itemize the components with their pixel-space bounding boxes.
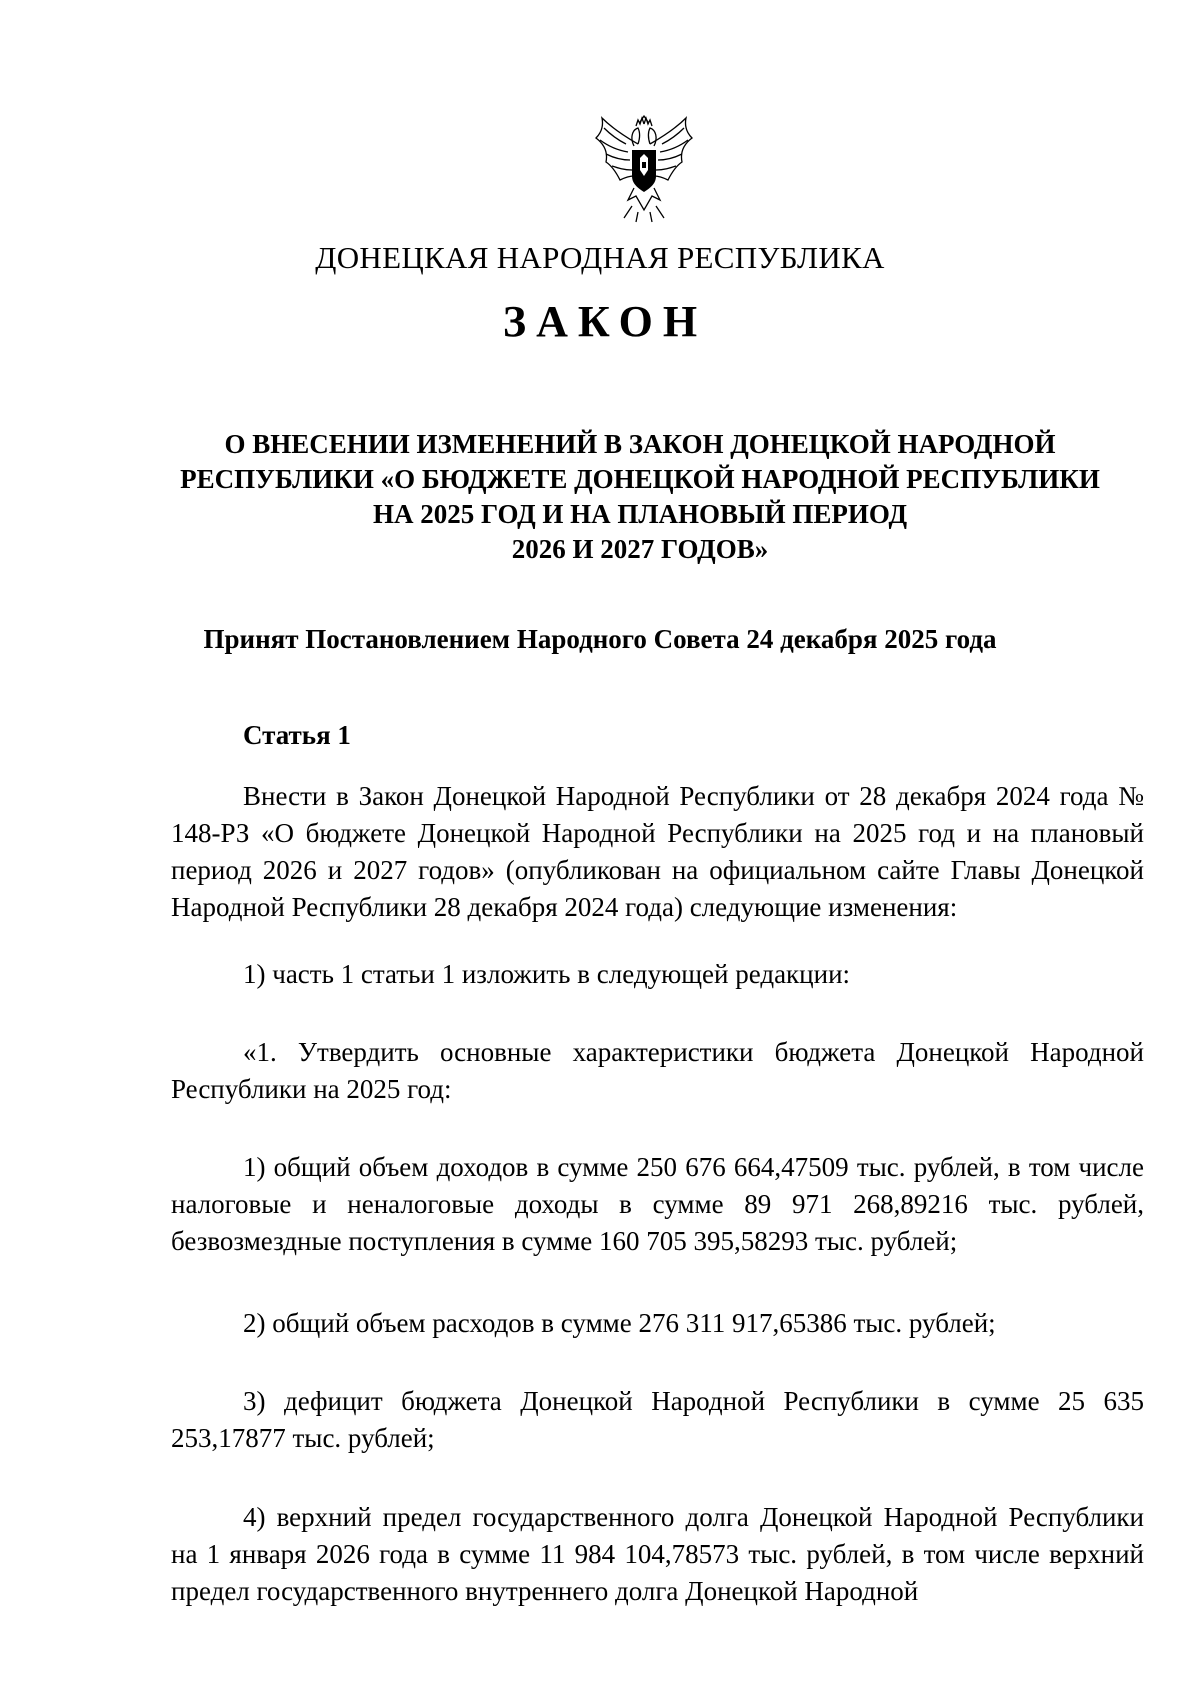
paragraph-deficit: 3) дефицит бюджета Донецкой Народной Республики в сумме 25 635 253,17877 тыс. рублей; bbox=[171, 1386, 1144, 1453]
republic-name: ДОНЕЦКАЯ НАРОДНАЯ РЕСПУБЛИКА bbox=[315, 240, 885, 275]
law-title-line: РЕСПУБЛИКИ «О БЮДЖЕТЕ ДОНЕЦКОЙ НАРОДНОЙ РЕСПУБЛИКИ bbox=[180, 464, 1100, 494]
law-title-line: 2026 И 2027 ГОДОВ» bbox=[511, 534, 769, 564]
law-title bbox=[160, 427, 1120, 567]
paragraph-quote-start: «1. Утвердить основные характеристики бюджета Донецкой Народной Республики на 2025 год: bbox=[171, 1037, 1144, 1104]
document-type: ЗАКОН bbox=[502, 297, 708, 346]
paragraph-debt-limit: 4) верхний предел государственного долга Донецкой Народной Республики на 1 января 2026 года в сумме 11 984 104,78573 тыс. рублей, в том числе верхний предел государственного внутреннего долга Донецкой Народной bbox=[171, 1502, 1144, 1606]
law-title-line: НА 2025 ГОД И НА ПЛАНОВЫЙ ПЕРИОД bbox=[372, 499, 908, 529]
paragraph-item-1: 1) часть 1 статьи 1 изложить в следующей редакции: bbox=[243, 959, 851, 989]
adoption-note: Принят Постановлением Народного Совета 24 декабря 2025 года bbox=[203, 624, 997, 654]
article-heading: Статья 1 bbox=[243, 720, 351, 750]
coat-of-arms-icon bbox=[594, 114, 694, 226]
paragraph-intro: Внести в Закон Донецкой Народной Республики от 28 декабря 2024 года № 148-РЗ «О бюджете Донецкой Народной Республики на 2025 год и на плановый период 2026 и 2027 годов» (опубликован на официальном сайте Главы Донецкой Народной Республики 28 декабря 2024 года) следующие изменения: bbox=[171, 781, 1144, 922]
paragraph-revenue: 1) общий объем доходов в сумме 250 676 664,47509 тыс. рублей, в том числе налоговые и неналоговые доходы в сумме 89 971 268,89216 тыс. рублей, безвозмездные поступления в сумме 160 705 395,58293 тыс. рублей; bbox=[171, 1152, 1144, 1256]
paragraph-expenses: 2) общий объем расходов в сумме 276 311 917,65386 тыс. рублей; bbox=[243, 1308, 996, 1338]
law-title-line: О ВНЕСЕНИИ ИЗМЕНЕНИЙ В ЗАКОН ДОНЕЦКОЙ НАРОДНОЙ bbox=[224, 429, 1056, 459]
